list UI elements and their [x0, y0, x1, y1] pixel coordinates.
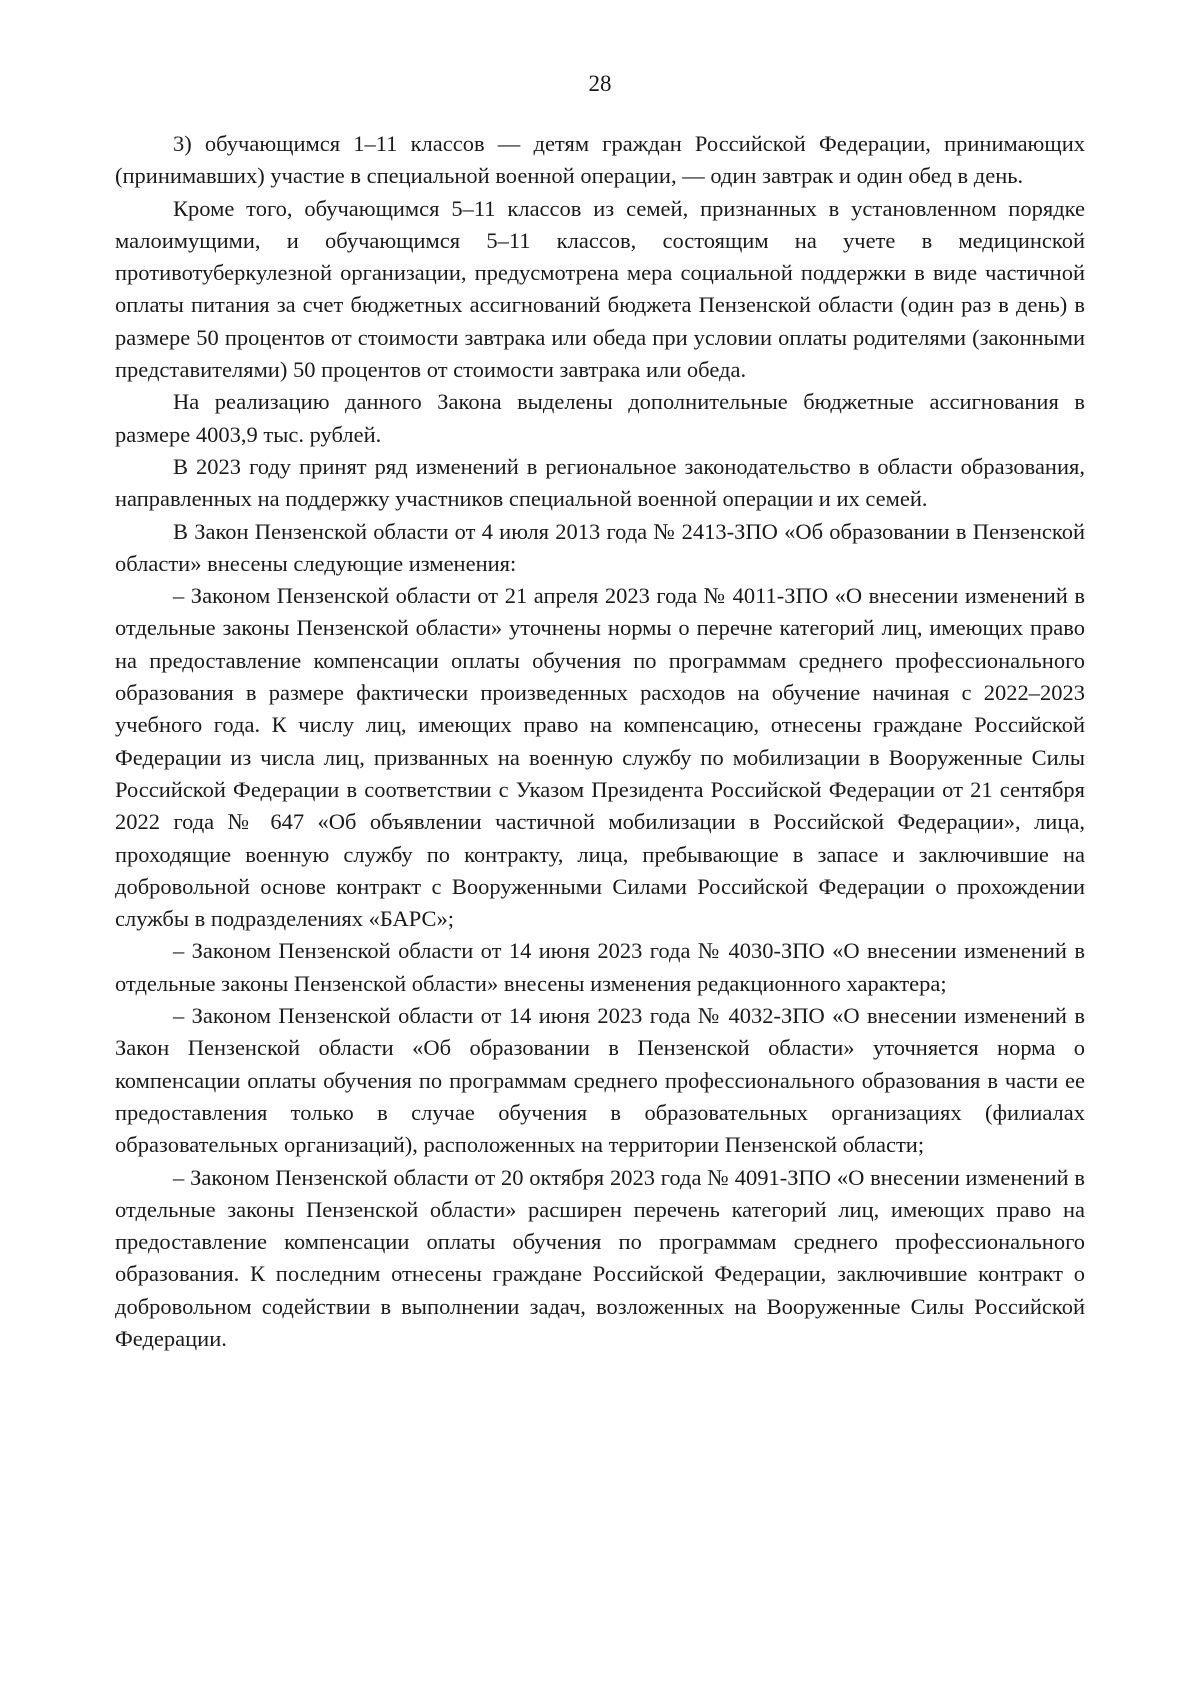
paragraph-law-2413: В Закон Пензенской области от 4 июля 2013 года № 2413-ЗПО «Об образовании в Пензенской области» внесены следующие изменения:	[115, 518, 1085, 576]
page-number: 28	[588, 71, 612, 96]
list-item-law-4011: – Законом Пензенской области от 21 апреля 2023 года № 4011-ЗПО «О внесении изменений в отдельные законы Пензенской области» уточнены нормы о перечне категорий лиц, имеющих право на предоставление компенсации оплаты обучения по программам среднего профессионального образования в размере фактически произведенных расходов на обучение начиная с 2022–2023 учебного года. К числу лиц, имеющих право на компенсацию, отнесены граждане Российской Федерации из числа лиц, призванных на военную службу по мобилизации в Вооруженные Силы Российской Федерации в соответствии с Указом Президента Российской Федерации от 21 сентября 2022 года № 647 «Об объявлении частичной мобилизации в Российской Федерации», лица, проходящие военную службу по контракту, лица, пребывающие в запасе и заключившие на добровольной основе контракт с Вооруженными Силами Российской Федерации о прохождении службы в подразделениях «БАРС»;	[115, 583, 1085, 932]
document-body	[115, 128, 1085, 1355]
list-item-law-4032: – Законом Пензенской области от 14 июня 2023 года № 4032-ЗПО «О внесении изменений в Закон Пензенской области «Об образовании в Пензенской области» уточняется норма о компенсации оплаты обучения по программам среднего профессионального образования в части ее предоставления только в случае обучения в образовательных организациях (филиалах образовательных организаций), расположенных на территории Пензенской области;	[115, 1003, 1085, 1158]
paragraph-breakfast-lunch: 3) обучающимся 1–11 классов — детям граждан Российской Федерации, принимающих (принимавших) участие в специальной военной операции, — один завтрак и один обед в день.	[115, 131, 1085, 189]
paragraph-partial-payment: Кроме того, обучающимся 5–11 классов из семей, признанных в установленном порядке малоимущими, и обучающимся 5–11 классов, состоящим на учете в медицинской противотуберкулезной организации, предусмотрена мера социальной поддержки в виде частичной оплаты питания за счет бюджетных ассигнований бюджета Пензенской области (один раз в день) в размере 50 процентов от стоимости завтрака или обеда при условии оплаты родителями (законными представителями) 50 процентов от стоимости завтрака или обеда.	[115, 195, 1085, 383]
paragraph-2023-changes: В 2023 году принят ряд изменений в региональное законодательство в области образования, направленных на поддержку участников специальной военной операции и их семей.	[115, 453, 1085, 512]
list-item-law-4091: – Законом Пензенской области от 20 октября 2023 года № 4091-ЗПО «О внесении изменений в отдельные законы Пензенской области» расширен перечень категорий лиц, имеющих право на предоставление компенсации оплаты обучения по программам среднего профессионального образования. К последним отнесены граждане Российской Федерации, заключившие контракт о добровольном содействии в выполнении задач, возложенных на Вооруженные Силы Российской Федерации.	[115, 1164, 1085, 1351]
list-item-law-4030: – Законом Пензенской области от 14 июня 2023 года № 4030-ЗПО «О внесении изменений в отдельные законы Пензенской области» внесены изменения редакционного характера;	[115, 938, 1085, 996]
paragraph-budget-allocation: На реализацию данного Закона выделены дополнительные бюджетные ассигнования в размере 4003,9 тыс. рублей.	[115, 389, 1085, 447]
